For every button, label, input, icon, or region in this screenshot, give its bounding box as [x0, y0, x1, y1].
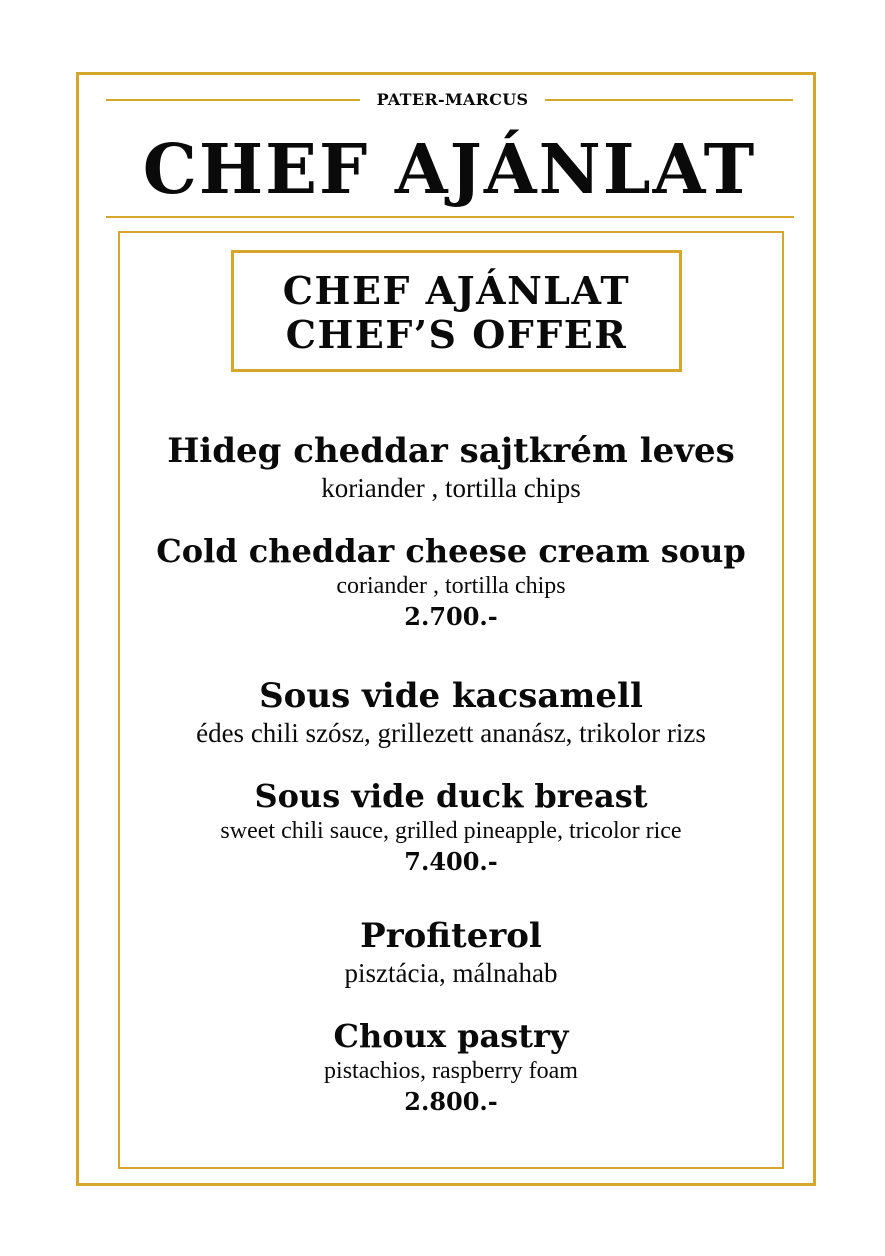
dish-description-en: coriander , tortilla chips — [336, 573, 566, 599]
dish-2 — [118, 675, 784, 749]
offer-box — [231, 250, 682, 372]
dish-3 — [118, 915, 784, 989]
dish-1-en — [118, 530, 784, 634]
dish-1 — [118, 430, 784, 504]
dish-3-en — [118, 1015, 784, 1119]
dish-name-en: Sous vide duck breast — [254, 777, 648, 815]
dish-2-en — [118, 775, 784, 879]
dish-price: 2.700.- — [404, 602, 498, 631]
dish-name-en: Choux pastry — [333, 1017, 569, 1055]
top-rule-left — [106, 99, 360, 101]
dish-name-hu: Profiterol — [360, 916, 542, 956]
dish-description-hu: pisztácia, málnahab — [344, 958, 558, 988]
dish-name-hu: Sous vide kacsamell — [259, 676, 643, 716]
dish-description-hu: koriander , tortilla chips — [321, 473, 581, 503]
dish-price: 2.800.- — [404, 1087, 498, 1116]
offer-title-en: CHEF’S OFFER — [285, 312, 628, 357]
dish-description-hu: édes chili szósz, grillezett ananász, trikolor rizs — [196, 718, 706, 748]
dish-name-hu: Hideg cheddar sajtkrém leves — [167, 431, 735, 471]
dish-price: 7.400.- — [404, 847, 498, 876]
offer-title-hu: CHEF AJÁNLAT — [282, 268, 631, 313]
top-rule-right — [545, 99, 793, 101]
dish-name-en: Cold cheddar cheese cream soup — [156, 532, 746, 570]
dish-description-en: sweet chili sauce, grilled pineapple, tricolor rice — [220, 818, 682, 844]
dish-description-en: pistachios, raspberry foam — [324, 1058, 578, 1084]
page-title: CHEF AJÁNLAT — [142, 130, 757, 210]
title-divider — [106, 216, 794, 218]
brand-name: PATER-MARCUS — [376, 90, 529, 109]
